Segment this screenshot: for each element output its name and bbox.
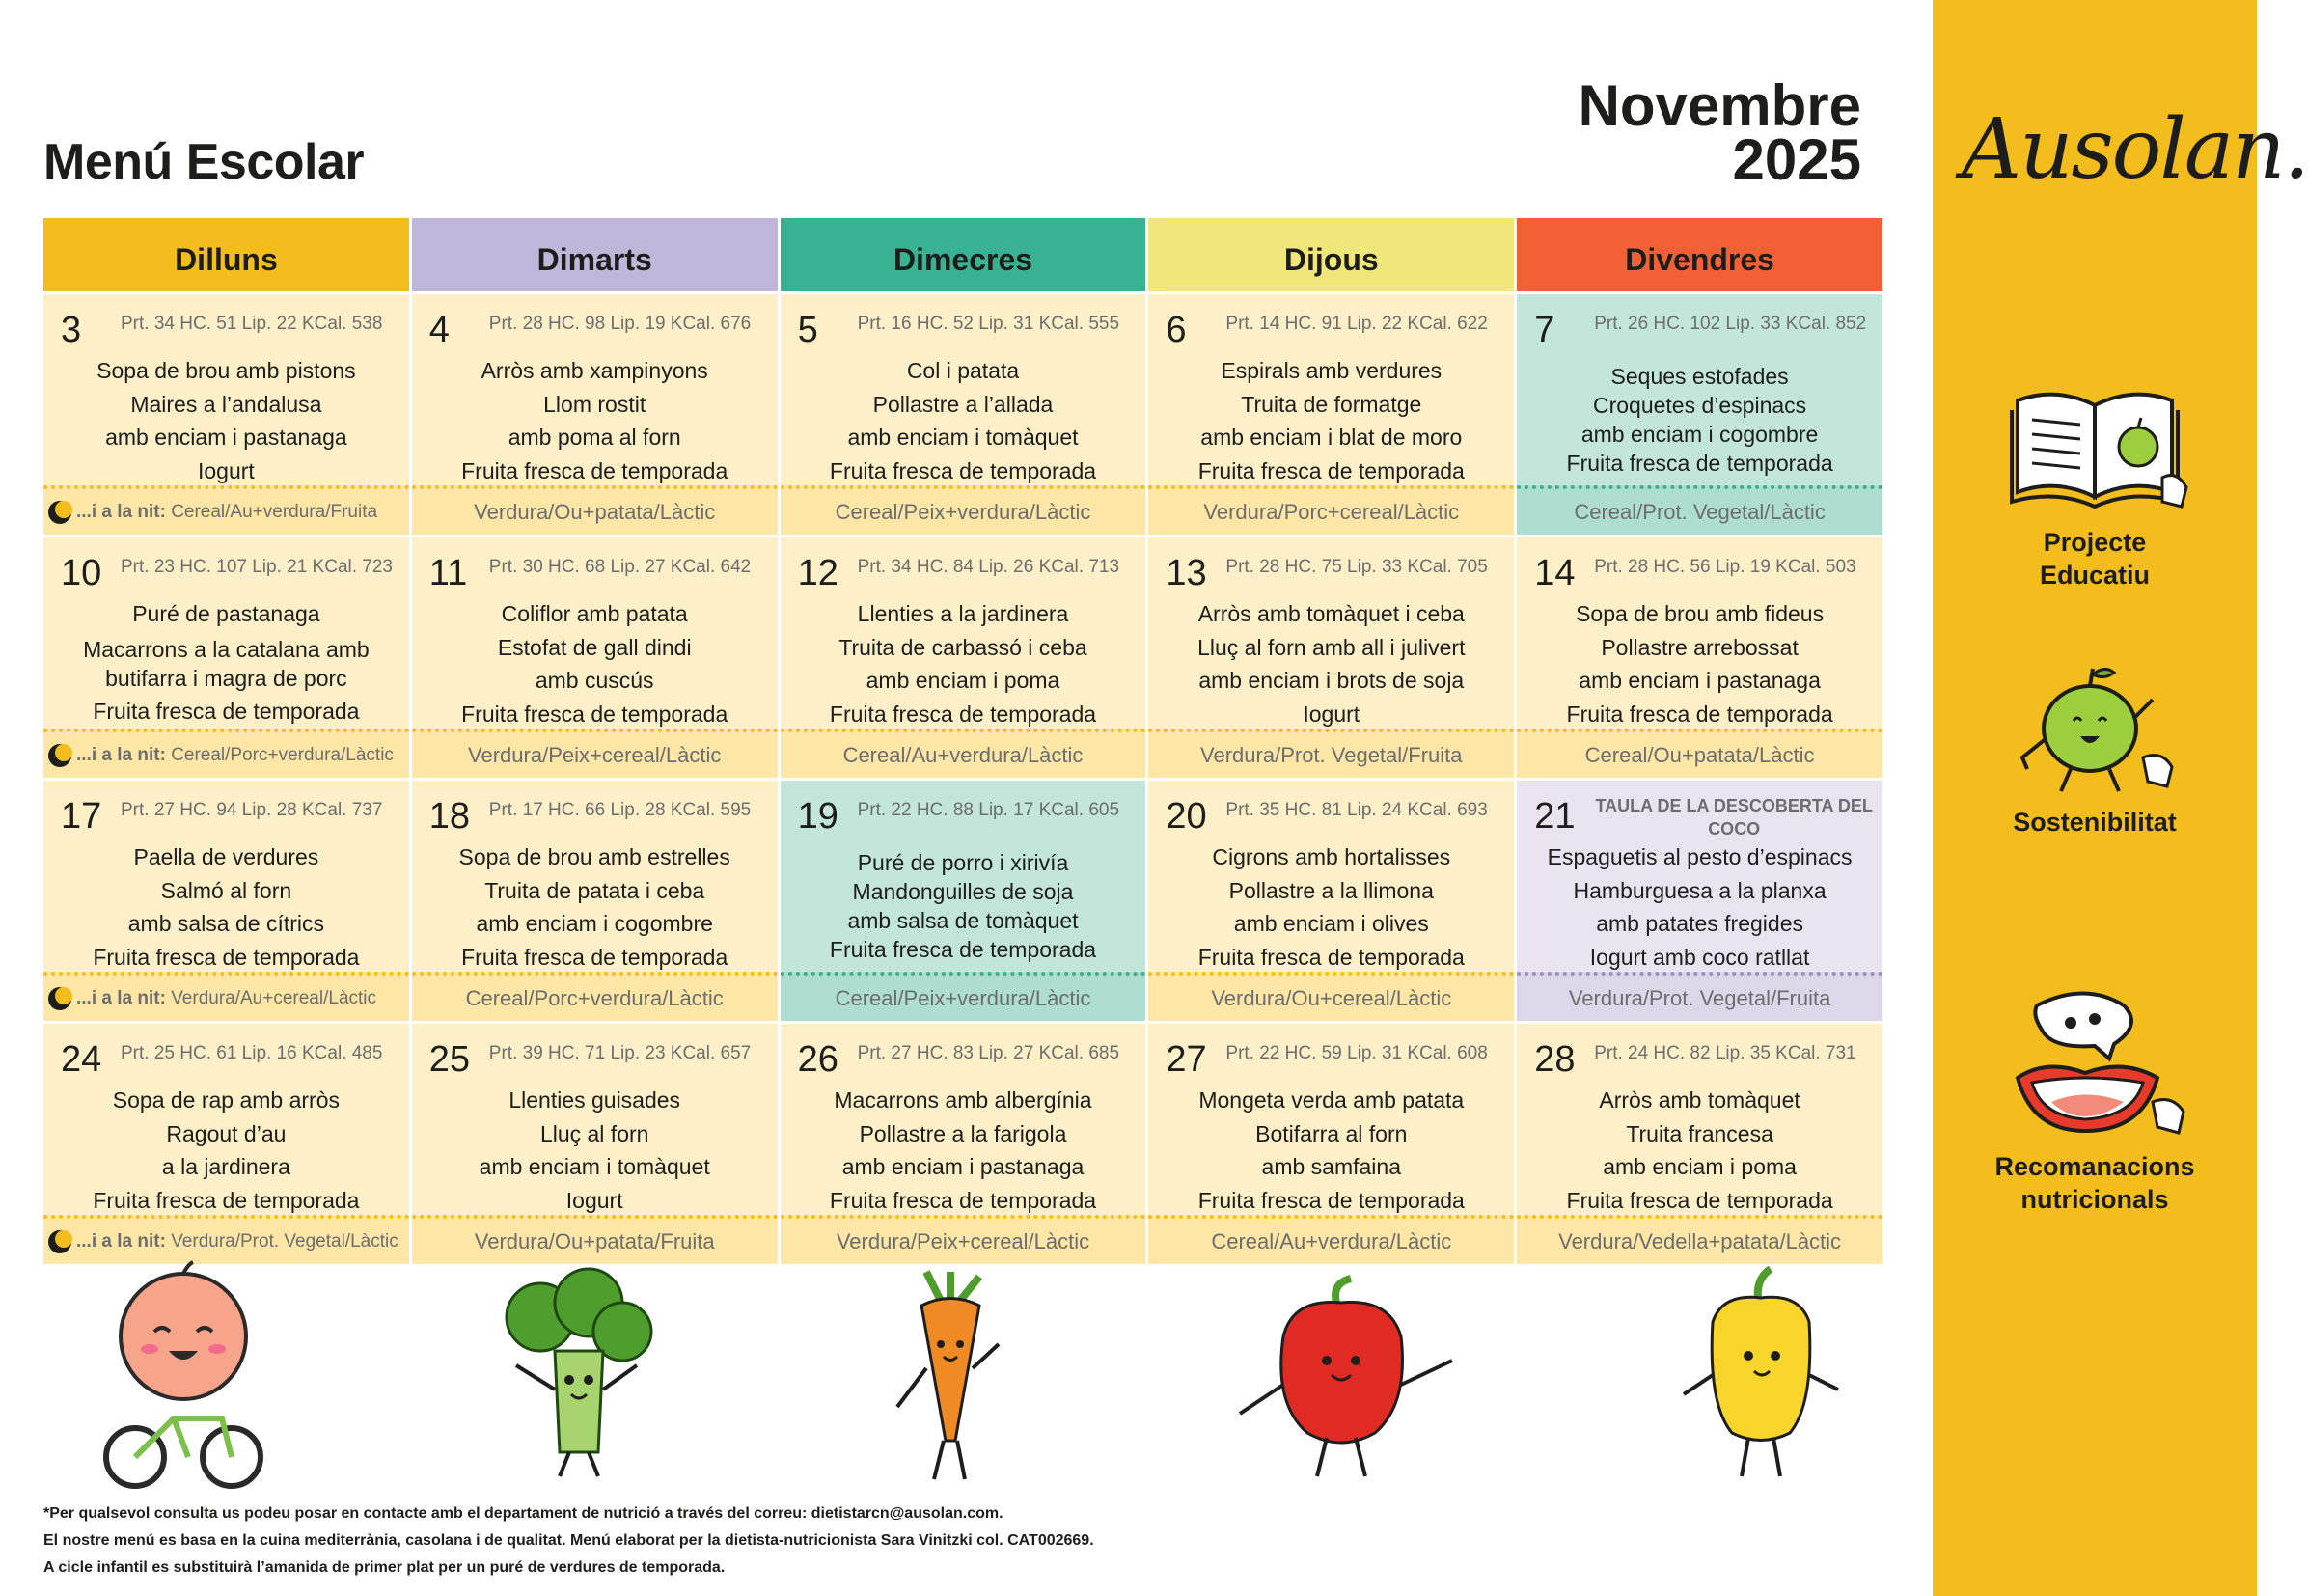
dish-list (1148, 1084, 1514, 1217)
nutrition-info: Prt. 23 HC. 107 Lip. 21 KCal. 723 (121, 557, 393, 577)
day-number: 28 (1534, 1039, 1576, 1080)
dinner-suggestion: Verdura/Porc+cereal/Làctic (1148, 485, 1514, 535)
dish: Pollastre a l’allada (872, 391, 1054, 417)
dish: Fruita fresca de temporada (1197, 457, 1465, 483)
dish: amb patates fregides (1596, 911, 1803, 936)
day-number: 18 (428, 796, 471, 837)
dish: Fruita fresca de temporada (93, 944, 360, 970)
dish: Puré de pastanaga (132, 601, 320, 626)
dish: amb poma al forn (508, 425, 681, 450)
dish: Lluç al forn (539, 1120, 649, 1146)
dish: Sopa de brou amb estrelles (458, 844, 730, 869)
dinner-suggestion (43, 1215, 409, 1264)
yellow-pepper-character-icon (1679, 1269, 1843, 1481)
week-row (43, 537, 1882, 778)
dish: amb enciam i poma (866, 668, 1060, 693)
day-number: 17 (61, 796, 102, 837)
nutrition-info: Prt. 17 HC. 66 Lip. 28 KCal. 595 (488, 800, 752, 820)
red-pepper-character-icon (1235, 1279, 1457, 1486)
dish: Salmó al forn (160, 877, 292, 903)
dish: Paella de verdures (133, 844, 319, 869)
dish: amb enciam i olives (1233, 911, 1429, 936)
night-label: ...i a la nit: (76, 987, 166, 1008)
night-label: ...i a la nit: (76, 501, 166, 522)
dish: Arròs amb tomàquet i ceba (1197, 601, 1465, 626)
week-row (43, 781, 1882, 1021)
day-cell (781, 537, 1149, 778)
dish-list (1517, 597, 1882, 730)
day-number: 11 (428, 553, 468, 593)
nutrition-info: Prt. 22 HC. 59 Lip. 31 KCal. 608 (1225, 1043, 1488, 1063)
night-text: Verdura/Au+cereal/Làctic (171, 987, 377, 1008)
dish: amb enciam i pastanaga (105, 425, 347, 450)
day-number: 12 (797, 553, 838, 593)
night-label: ...i a la nit: (76, 744, 166, 765)
dish: Fruita fresca de temporada (461, 457, 728, 483)
nutrition-info: Prt. 14 HC. 91 Lip. 22 KCal. 622 (1225, 314, 1488, 334)
night-text: Verdura/Prot. Vegetal/Làctic (171, 1230, 398, 1252)
dish-list (781, 354, 1146, 487)
day-cell (412, 781, 781, 1021)
dish-list (1148, 354, 1514, 487)
dish: Fruita fresca de temporada (1566, 451, 1833, 476)
dish: Fruita fresca de temporada (829, 1187, 1097, 1213)
moon-icon (47, 743, 72, 768)
dinner-suggestion: Cereal/Peix+verdura/Làctic (781, 972, 1146, 1021)
moon-icon (47, 1229, 72, 1254)
dish: Arròs amb xampinyons (481, 358, 708, 383)
dinner-suggestion: Verdura/Prot. Vegetal/Fruita (1148, 729, 1514, 778)
dish: Truita de formatge (1241, 391, 1422, 417)
brand-logo: Ausolan. (1962, 101, 2308, 198)
moon-icon (47, 986, 72, 1011)
dish: Macarrons amb albergínia (834, 1087, 1092, 1113)
dish: Fruita fresca de temporada (829, 701, 1097, 727)
dish: Iogurt (197, 457, 255, 483)
weekday-header: Dijous (1148, 218, 1517, 291)
open-book-icon (1998, 381, 2191, 516)
dish: Truita de carbassó i ceba (838, 634, 1087, 660)
dish: Pollastre a la llimona (1228, 877, 1434, 903)
day-number: 7 (1534, 310, 1555, 350)
dish: Pollastre a la farigola (859, 1120, 1067, 1146)
dish: amb enciam i blat de moro (1200, 425, 1463, 450)
day-number: 24 (61, 1039, 102, 1080)
dish: amb enciam i pastanaga (841, 1154, 1085, 1179)
dish-list (781, 848, 1146, 964)
night-label: ...i a la nit: (76, 1230, 166, 1252)
dish-list (43, 597, 409, 728)
dinner-suggestion (43, 972, 409, 1021)
day-cell (781, 294, 1149, 535)
dish: Fruita fresca de temporada (93, 1187, 360, 1213)
night-text: Cereal/Porc+verdura/Làctic (171, 744, 394, 765)
dish: amb cuscús (535, 668, 654, 693)
dinner-suggestion (43, 485, 409, 535)
dish: Seques estofades (1610, 364, 1789, 389)
menu-table (43, 218, 1882, 1264)
dish-list (412, 840, 778, 974)
nutrition-info: Prt. 16 HC. 52 Lip. 31 KCal. 555 (857, 314, 1120, 334)
day-number: 25 (428, 1039, 471, 1080)
dish-list (781, 1084, 1146, 1217)
dish: amb enciam i cogombre (1580, 422, 1819, 447)
dish-list (43, 354, 409, 487)
day-cell (1148, 537, 1517, 778)
nutrition-info: Prt. 28 HC. 56 Lip. 19 KCal. 503 (1594, 557, 1856, 577)
weekday-header: Dimecres (781, 218, 1149, 291)
dish-list (43, 1084, 409, 1217)
weekday-header: Dilluns (43, 218, 412, 291)
day-number: 27 (1166, 1039, 1207, 1080)
dish: Iogurt (565, 1187, 623, 1213)
dish: butifarra i magra de porc (105, 665, 347, 691)
broccoli-character-icon (492, 1274, 666, 1481)
dish-list (43, 840, 409, 974)
dish: Coliflor amb patata (501, 601, 688, 626)
dish: Iogurt amb coco ratllat (1589, 944, 1810, 970)
dish: Fruita fresca de temporada (93, 698, 360, 724)
dish: a la jardinera (161, 1154, 290, 1179)
dish: Estofat de gall dindi (497, 634, 692, 660)
dish: amb salsa de tomàquet (847, 908, 1079, 933)
day-number: 3 (61, 310, 82, 350)
dish: amb enciam i poma (1603, 1154, 1797, 1179)
dish: Fruita fresca de temporada (1566, 701, 1833, 727)
dish: Croquetes d’espinacs (1592, 393, 1807, 418)
nutrition-info: Prt. 39 HC. 71 Lip. 23 KCal. 657 (488, 1043, 752, 1063)
side-item-label: Projecte Educatiu (2039, 528, 2150, 590)
dinner-suggestion: Verdura/Prot. Vegetal/Fruita (1517, 972, 1882, 1021)
day-number: 5 (797, 310, 818, 350)
dish: amb samfaina (1261, 1154, 1402, 1179)
weekday-header-row (43, 218, 1882, 291)
dish: Sopa de rap amb arròs (112, 1087, 341, 1113)
dish: Pollastre arrebossat (1601, 634, 1799, 660)
dish: amb salsa de cítrics (127, 911, 325, 936)
apple-character-icon (2008, 661, 2182, 796)
day-number: 26 (797, 1039, 838, 1080)
dinner-suggestion: Verdura/Peix+cereal/Làctic (781, 1215, 1146, 1264)
dinner-suggestion: Verdura/Peix+cereal/Làctic (412, 729, 778, 778)
dish: Fruita fresca de temporada (1566, 1187, 1833, 1213)
side-item-recomanacions[interactable] (1933, 986, 2257, 1216)
dish: Fruita fresca de temporada (829, 457, 1097, 483)
dish: Mongeta verda amb patata (1198, 1087, 1465, 1113)
side-panel (1933, 0, 2308, 1596)
week-row (43, 294, 1882, 535)
dinner-suggestion: Verdura/Vedella+patata/Làctic (1517, 1215, 1882, 1264)
dish: Mandonguilles de soja (852, 879, 1074, 904)
dish: Fruita fresca de temporada (1197, 1187, 1465, 1213)
dish: amb enciam i tomàquet (847, 425, 1079, 450)
dish: Hamburguesa a la planxa (1573, 877, 1827, 903)
nutrition-info: Prt. 22 HC. 88 Lip. 17 KCal. 605 (857, 800, 1120, 820)
special-event-label: TAULA DE LA DESCOBERTA DEL COCO (1595, 796, 1873, 839)
dish: amb enciam i tomàquet (479, 1154, 710, 1179)
dish: Truita de patata i ceba (484, 877, 705, 903)
weekday-header: Dimarts (412, 218, 781, 291)
dish: Fruita fresca de temporada (829, 937, 1097, 962)
day-cell (781, 1024, 1149, 1264)
carrot-character-icon (888, 1272, 1013, 1489)
dinner-suggestion: Cereal/Au+verdura/Làctic (781, 729, 1146, 778)
dish: Fruita fresca de temporada (461, 701, 728, 727)
day-cell (1517, 294, 1882, 535)
dish-list (1148, 597, 1514, 730)
dish: Sopa de brou amb pistons (96, 358, 356, 383)
dish: Espirals amb verdures (1221, 358, 1442, 383)
nutrition-info: Prt. 35 HC. 81 Lip. 24 KCal. 693 (1225, 800, 1488, 820)
day-cell (1517, 537, 1882, 778)
month-year-heading (1578, 73, 1861, 192)
day-number: 10 (61, 553, 102, 593)
nutrition-info: Prt. 24 HC. 82 Lip. 35 KCal. 731 (1594, 1043, 1856, 1063)
nutrition-info: Prt. 27 HC. 94 Lip. 28 KCal. 737 (121, 800, 383, 820)
dish: amb enciam i pastanaga (1579, 668, 1821, 693)
day-cell (1148, 294, 1517, 535)
day-cell (412, 294, 781, 535)
dish: Sopa de brou amb fideus (1576, 601, 1825, 626)
dinner-suggestion: Cereal/Porc+verdura/Làctic (412, 972, 778, 1021)
day-cell (43, 294, 412, 535)
day-number: 14 (1534, 553, 1576, 593)
day-cell (43, 781, 412, 1021)
dinner-suggestion: Verdura/Ou+patata/Làctic (412, 485, 778, 535)
dish: Puré de porro i xirivía (857, 850, 1069, 875)
footer-line: A cicle infantil es substituirà l’amanida de primer plat per un puré de verdures de temporada. (43, 1559, 726, 1576)
dish: Macarrons a la catalana amb (83, 636, 370, 662)
nutrition-info: Prt. 30 HC. 68 Lip. 27 KCal. 642 (488, 557, 752, 577)
month-label: Novembre (1578, 73, 1861, 138)
footer-notes (43, 1500, 1094, 1582)
dish: Espaguetis al pesto d’espinacs (1547, 844, 1853, 869)
dish: Ragout d’au (166, 1120, 287, 1146)
nutrition-info: Prt. 26 HC. 102 Lip. 33 KCal. 852 (1594, 314, 1867, 334)
dish: Llenties a la jardinera (857, 601, 1069, 626)
nutrition-info: Prt. 25 HC. 61 Lip. 16 KCal. 485 (121, 1043, 383, 1063)
week-row (43, 1024, 1882, 1264)
dinner-suggestion: Verdura/Ou+patata/Fruita (412, 1215, 778, 1264)
day-cell (1517, 781, 1882, 1021)
day-number: 6 (1166, 310, 1187, 350)
day-number: 20 (1166, 796, 1207, 837)
dish: Maires a l’andalusa (130, 391, 322, 417)
day-number: 21 (1534, 796, 1576, 837)
dish: amb enciam i brots de soja (1198, 668, 1465, 693)
footer-line: El nostre menú es basa en la cuina mediterrània, casolana i de qualitat. Menú elaborat per la dietista-nutricionista Sara Vinitzki col. CAT002669. (43, 1532, 1094, 1549)
dish: Truita francesa (1626, 1120, 1773, 1146)
day-cell (781, 781, 1149, 1021)
dish: amb enciam i cogombre (476, 911, 713, 936)
dish-list (1517, 1084, 1882, 1217)
dinner-suggestion: Cereal/Peix+verdura/Làctic (781, 485, 1146, 535)
day-number: 13 (1166, 553, 1207, 593)
dish-list (412, 1084, 778, 1217)
dish: Fruita fresca de temporada (1197, 944, 1465, 970)
dish: Fruita fresca de temporada (461, 944, 728, 970)
dish: Iogurt (1303, 701, 1360, 727)
speaking-mouth-icon (1998, 986, 2191, 1141)
dish-list (412, 597, 778, 730)
day-cell (412, 1024, 781, 1264)
page-title: Menú Escolar (43, 134, 365, 190)
dish-list (781, 597, 1146, 730)
dish: Lluç al forn amb all i julivert (1197, 634, 1466, 660)
nutrition-info: Prt. 27 HC. 83 Lip. 27 KCal. 685 (857, 1043, 1120, 1063)
year-label: 2025 (1732, 127, 1861, 192)
day-cell (1148, 781, 1517, 1021)
dinner-suggestion: Cereal/Ou+patata/Làctic (1517, 729, 1882, 778)
side-item-projecte-educatiu[interactable] (1933, 381, 2257, 592)
dish-list (1517, 840, 1882, 974)
dinner-suggestion: Cereal/Prot. Vegetal/Làctic (1517, 485, 1882, 535)
night-text: Cereal/Au+verdura/Fruita (171, 501, 378, 522)
dish-list (412, 354, 778, 487)
day-cell (43, 537, 412, 778)
footer-line: *Per qualsevol consulta us podeu posar en contacte amb el departament de nutrició a través del correu: dietistarcn@ausolan.com. (43, 1505, 1003, 1522)
dish: Cigrons amb hortalisses (1212, 844, 1451, 869)
dinner-suggestion: Verdura/Ou+cereal/Làctic (1148, 972, 1514, 1021)
dish: Col i patata (906, 358, 1020, 383)
dish-list (1148, 840, 1514, 974)
dish: Llom rostit (543, 391, 646, 417)
dish: Llenties guisades (508, 1087, 681, 1113)
dish-list (1517, 362, 1882, 478)
day-number: 19 (797, 796, 838, 837)
moon-icon (47, 500, 72, 525)
dish: Botifarra al forn (1255, 1120, 1408, 1146)
nutrition-info: Prt. 28 HC. 75 Lip. 33 KCal. 705 (1225, 557, 1488, 577)
dinner-suggestion: Cereal/Au+verdura/Làctic (1148, 1215, 1514, 1264)
day-cell (412, 537, 781, 778)
side-item-label: Recomanacions nutricionals (1994, 1152, 2195, 1214)
dinner-suggestion (43, 729, 409, 778)
nutrition-info: Prt. 34 HC. 84 Lip. 26 KCal. 713 (857, 557, 1120, 577)
peach-on-bike-icon (96, 1264, 270, 1491)
nutrition-info: Prt. 28 HC. 98 Lip. 19 KCal. 676 (488, 314, 752, 334)
day-cell (43, 1024, 412, 1264)
dish: Arròs amb tomàquet (1599, 1087, 1800, 1113)
side-item-label: Sostenibilitat (2013, 808, 2177, 837)
nutrition-info: Prt. 34 HC. 51 Lip. 22 KCal. 538 (121, 314, 383, 334)
side-item-sostenibilitat[interactable] (1933, 661, 2257, 839)
day-cell (1148, 1024, 1517, 1264)
day-cell (1517, 1024, 1882, 1264)
day-number: 4 (428, 310, 450, 350)
weekday-header: Divendres (1517, 218, 1882, 291)
